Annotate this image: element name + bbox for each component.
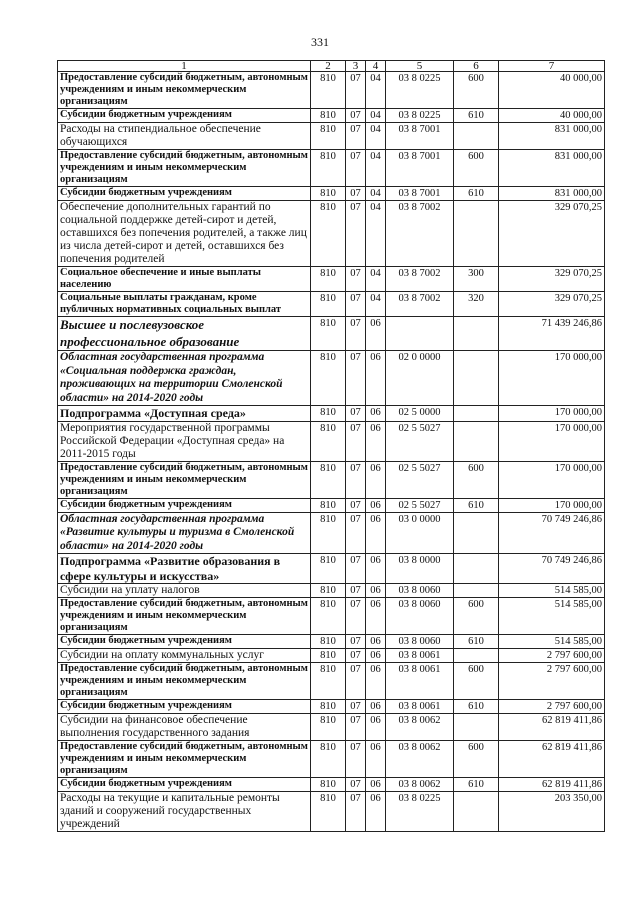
table-row — [58, 598, 605, 635]
expense-type-cell: 610 — [454, 498, 499, 512]
row-name-cell: Подпрограмма «Развитие образования в сфере культуры и искусства» — [58, 554, 311, 584]
target-article-cell: 03 8 0062 — [386, 778, 454, 792]
section-code-cell: 07 — [346, 700, 366, 714]
row-name-cell: Предоставление субсидий бюджетным, автономным учреждениям и иным некоммерческим организациям — [58, 72, 311, 109]
section-code-cell: 07 — [346, 554, 366, 584]
ministry-code-cell: 810 — [311, 741, 346, 778]
subsection-code-cell: 04 — [366, 72, 386, 109]
section-code-cell: 07 — [346, 187, 366, 201]
table-header-row — [58, 61, 605, 72]
table-row — [58, 792, 605, 832]
target-article-cell: 03 8 0000 — [386, 554, 454, 584]
target-article-cell: 03 0 0000 — [386, 512, 454, 554]
section-code-cell: 07 — [346, 714, 366, 741]
target-article-cell: 03 8 0062 — [386, 741, 454, 778]
amount-cell: 203 350,00 — [499, 792, 605, 832]
target-article-cell: 03 8 0060 — [386, 598, 454, 635]
expense-type-cell: 600 — [454, 598, 499, 635]
section-code-cell: 07 — [346, 598, 366, 635]
subsection-code-cell: 06 — [366, 700, 386, 714]
amount-cell: 40 000,00 — [499, 109, 605, 123]
subsection-code-cell: 06 — [366, 598, 386, 635]
amount-cell: 514 585,00 — [499, 635, 605, 649]
amount-cell: 2 797 600,00 — [499, 649, 605, 663]
expense-type-cell — [454, 421, 499, 461]
amount-cell: 514 585,00 — [499, 584, 605, 598]
subsection-code-cell: 06 — [366, 741, 386, 778]
subsection-code-cell: 06 — [366, 649, 386, 663]
amount-cell: 40 000,00 — [499, 72, 605, 109]
expense-type-cell: 320 — [454, 292, 499, 317]
table-row — [58, 72, 605, 109]
subsection-code-cell: 06 — [366, 317, 386, 351]
expense-type-cell: 610 — [454, 109, 499, 123]
ministry-code-cell: 810 — [311, 714, 346, 741]
row-name-cell: Предоставление субсидий бюджетным, автономным учреждениям и иным некоммерческим организациям — [58, 150, 311, 187]
row-name-cell: Высшее и послевузовское профессиональное образование — [58, 317, 311, 351]
subsection-code-cell: 06 — [366, 406, 386, 422]
subsection-code-cell: 04 — [366, 187, 386, 201]
target-article-cell: 03 8 0225 — [386, 792, 454, 832]
ministry-code-cell: 810 — [311, 649, 346, 663]
row-name-cell: Обеспечение дополнительных гарантий по социальной поддержке детей-сирот и детей, оставшихся без попечения родителей, а также лиц из числа детей-сирот и детей, оставшихся без попечения родителей — [58, 201, 311, 267]
target-article-cell: 02 5 5027 — [386, 421, 454, 461]
header-col-6: 6 — [454, 61, 499, 72]
amount-cell: 170 000,00 — [499, 406, 605, 422]
row-name-cell: Расходы на текущие и капитальные ремонты зданий и сооружений государственных учреждений — [58, 792, 311, 832]
table-row — [58, 714, 605, 741]
ministry-code-cell: 810 — [311, 72, 346, 109]
target-article-cell: 03 8 0225 — [386, 72, 454, 109]
section-code-cell: 07 — [346, 663, 366, 700]
table-row — [58, 635, 605, 649]
amount-cell: 170 000,00 — [499, 421, 605, 461]
header-col-4: 4 — [366, 61, 386, 72]
expense-type-cell — [454, 584, 499, 598]
amount-cell: 170 000,00 — [499, 498, 605, 512]
amount-cell: 62 819 411,86 — [499, 778, 605, 792]
amount-cell: 514 585,00 — [499, 598, 605, 635]
table-row — [58, 741, 605, 778]
target-article-cell — [386, 317, 454, 351]
section-code-cell: 07 — [346, 498, 366, 512]
table-row — [58, 317, 605, 351]
section-code-cell: 07 — [346, 317, 366, 351]
table-row — [58, 187, 605, 201]
expense-type-cell: 300 — [454, 267, 499, 292]
ministry-code-cell: 810 — [311, 292, 346, 317]
ministry-code-cell: 810 — [311, 421, 346, 461]
section-code-cell: 07 — [346, 461, 366, 498]
row-name-cell: Субсидии бюджетным учреждениям — [58, 700, 311, 714]
amount-cell: 62 819 411,86 — [499, 741, 605, 778]
row-name-cell: Субсидии бюджетным учреждениям — [58, 498, 311, 512]
table-row — [58, 406, 605, 422]
target-article-cell: 03 8 7002 — [386, 201, 454, 267]
table-body — [58, 72, 605, 832]
row-name-cell: Предоставление субсидий бюджетным, автономным учреждениям и иным некоммерческим организациям — [58, 598, 311, 635]
header-col-7: 7 — [499, 61, 605, 72]
ministry-code-cell: 810 — [311, 201, 346, 267]
ministry-code-cell: 810 — [311, 187, 346, 201]
ministry-code-cell: 810 — [311, 598, 346, 635]
subsection-code-cell: 06 — [366, 512, 386, 554]
ministry-code-cell: 810 — [311, 406, 346, 422]
amount-cell: 2 797 600,00 — [499, 663, 605, 700]
amount-cell: 831 000,00 — [499, 123, 605, 150]
expense-type-cell: 610 — [454, 700, 499, 714]
table-row — [58, 201, 605, 267]
ministry-code-cell: 810 — [311, 498, 346, 512]
ministry-code-cell: 810 — [311, 663, 346, 700]
section-code-cell: 07 — [346, 72, 366, 109]
section-code-cell: 07 — [346, 741, 366, 778]
section-code-cell: 07 — [346, 778, 366, 792]
amount-cell: 831 000,00 — [499, 150, 605, 187]
subsection-code-cell: 06 — [366, 792, 386, 832]
target-article-cell: 02 5 5027 — [386, 461, 454, 498]
target-article-cell: 03 8 7001 — [386, 123, 454, 150]
amount-cell: 329 070,25 — [499, 267, 605, 292]
ministry-code-cell: 810 — [311, 317, 346, 351]
expense-type-cell — [454, 351, 499, 406]
ministry-code-cell: 810 — [311, 700, 346, 714]
ministry-code-cell: 810 — [311, 109, 346, 123]
row-name-cell: Мероприятия государственной программы Российской Федерации «Доступная среда» на 2011-2015 годы — [58, 421, 311, 461]
amount-cell: 62 819 411,86 — [499, 714, 605, 741]
section-code-cell: 07 — [346, 292, 366, 317]
subsection-code-cell: 04 — [366, 109, 386, 123]
expense-type-cell: 600 — [454, 72, 499, 109]
target-article-cell: 03 8 7001 — [386, 187, 454, 201]
table-row — [58, 649, 605, 663]
expense-type-cell — [454, 714, 499, 741]
section-code-cell: 07 — [346, 150, 366, 187]
ministry-code-cell: 810 — [311, 778, 346, 792]
section-code-cell: 07 — [346, 201, 366, 267]
expense-type-cell — [454, 512, 499, 554]
expense-type-cell: 600 — [454, 461, 499, 498]
amount-cell: 170 000,00 — [499, 461, 605, 498]
ministry-code-cell: 810 — [311, 635, 346, 649]
row-name-cell: Областная государственная программа «Социальная поддержка граждан, проживающих на территории Смоленской области» на 2014-2020 годы — [58, 351, 311, 406]
amount-cell: 170 000,00 — [499, 351, 605, 406]
section-code-cell: 07 — [346, 584, 366, 598]
target-article-cell: 03 8 0062 — [386, 714, 454, 741]
target-article-cell: 03 8 0061 — [386, 700, 454, 714]
table-row — [58, 421, 605, 461]
ministry-code-cell: 810 — [311, 792, 346, 832]
table-row — [58, 498, 605, 512]
subsection-code-cell: 04 — [366, 201, 386, 267]
amount-cell: 71 439 246,86 — [499, 317, 605, 351]
table-row — [58, 292, 605, 317]
row-name-cell: Подпрограмма «Доступная среда» — [58, 406, 311, 422]
section-code-cell: 07 — [346, 649, 366, 663]
target-article-cell: 03 8 0060 — [386, 584, 454, 598]
expense-type-cell — [454, 792, 499, 832]
header-col-3: 3 — [346, 61, 366, 72]
row-name-cell: Расходы на стипендиальное обеспечение обучающихся — [58, 123, 311, 150]
target-article-cell: 02 5 5027 — [386, 498, 454, 512]
section-code-cell: 07 — [346, 512, 366, 554]
ministry-code-cell: 810 — [311, 123, 346, 150]
section-code-cell: 07 — [346, 792, 366, 832]
table-row — [58, 700, 605, 714]
budget-table — [57, 60, 605, 832]
row-name-cell: Субсидии бюджетным учреждениям — [58, 778, 311, 792]
subsection-code-cell: 04 — [366, 267, 386, 292]
ministry-code-cell: 810 — [311, 267, 346, 292]
table-row — [58, 663, 605, 700]
amount-cell: 70 749 246,86 — [499, 554, 605, 584]
ministry-code-cell: 810 — [311, 461, 346, 498]
subsection-code-cell: 04 — [366, 123, 386, 150]
subsection-code-cell: 06 — [366, 554, 386, 584]
amount-cell: 329 070,25 — [499, 201, 605, 267]
ministry-code-cell: 810 — [311, 554, 346, 584]
amount-cell: 70 749 246,86 — [499, 512, 605, 554]
subsection-code-cell: 06 — [366, 351, 386, 406]
table-row — [58, 150, 605, 187]
ministry-code-cell: 810 — [311, 512, 346, 554]
row-name-cell: Предоставление субсидий бюджетным, автономным учреждениям и иным некоммерческим организациям — [58, 663, 311, 700]
expense-type-cell: 610 — [454, 778, 499, 792]
expense-type-cell: 600 — [454, 150, 499, 187]
row-name-cell: Субсидии бюджетным учреждениям — [58, 187, 311, 201]
subsection-code-cell: 06 — [366, 714, 386, 741]
table-row — [58, 351, 605, 406]
expense-type-cell: 600 — [454, 663, 499, 700]
target-article-cell: 02 5 0000 — [386, 406, 454, 422]
expense-type-cell — [454, 201, 499, 267]
table-row — [58, 267, 605, 292]
subsection-code-cell: 06 — [366, 663, 386, 700]
expense-type-cell — [454, 123, 499, 150]
section-code-cell: 07 — [346, 267, 366, 292]
row-name-cell: Субсидии бюджетным учреждениям — [58, 109, 311, 123]
expense-type-cell — [454, 317, 499, 351]
subsection-code-cell: 06 — [366, 584, 386, 598]
section-code-cell: 07 — [346, 635, 366, 649]
amount-cell: 831 000,00 — [499, 187, 605, 201]
row-name-cell: Субсидии на оплату коммунальных услуг — [58, 649, 311, 663]
row-name-cell: Предоставление субсидий бюджетным, автономным учреждениям и иным некоммерческим организациям — [58, 741, 311, 778]
table-row — [58, 778, 605, 792]
row-name-cell: Социальное обеспечение и иные выплаты населению — [58, 267, 311, 292]
table-row — [58, 554, 605, 584]
section-code-cell: 07 — [346, 123, 366, 150]
subsection-code-cell: 06 — [366, 421, 386, 461]
page-number: 331 — [311, 35, 329, 49]
expense-type-cell: 600 — [454, 741, 499, 778]
header-col-1: 1 — [58, 61, 311, 72]
target-article-cell: 02 0 0000 — [386, 351, 454, 406]
row-name-cell: Субсидии на уплату налогов — [58, 584, 311, 598]
target-article-cell: 03 8 7002 — [386, 267, 454, 292]
table-row — [58, 461, 605, 498]
section-code-cell: 07 — [346, 109, 366, 123]
row-name-cell: Субсидии бюджетным учреждениям — [58, 635, 311, 649]
section-code-cell: 07 — [346, 351, 366, 406]
row-name-cell: Областная государственная программа «Развитие культуры и туризма в Смоленской области» на 2014-2020 годы — [58, 512, 311, 554]
row-name-cell: Предоставление субсидий бюджетным, автономным учреждениям и иным некоммерческим организациям — [58, 461, 311, 498]
expense-type-cell: 610 — [454, 187, 499, 201]
row-name-cell: Социальные выплаты гражданам, кроме публичных нормативных социальных выплат — [58, 292, 311, 317]
subsection-code-cell: 04 — [366, 292, 386, 317]
ministry-code-cell: 810 — [311, 584, 346, 598]
ministry-code-cell: 810 — [311, 150, 346, 187]
target-article-cell: 03 8 0061 — [386, 663, 454, 700]
table-row — [58, 109, 605, 123]
expense-type-cell — [454, 406, 499, 422]
subsection-code-cell: 06 — [366, 461, 386, 498]
section-code-cell: 07 — [346, 406, 366, 422]
row-name-cell: Субсидии на финансовое обеспечение выполнения государственного задания — [58, 714, 311, 741]
header-col-5: 5 — [386, 61, 454, 72]
subsection-code-cell: 04 — [366, 150, 386, 187]
amount-cell: 329 070,25 — [499, 292, 605, 317]
header-col-2: 2 — [311, 61, 346, 72]
amount-cell: 2 797 600,00 — [499, 700, 605, 714]
section-code-cell: 07 — [346, 421, 366, 461]
expense-type-cell — [454, 649, 499, 663]
target-article-cell: 03 8 0225 — [386, 109, 454, 123]
expense-type-cell: 610 — [454, 635, 499, 649]
table-row — [58, 123, 605, 150]
subsection-code-cell: 06 — [366, 778, 386, 792]
target-article-cell: 03 8 7001 — [386, 150, 454, 187]
target-article-cell: 03 8 0061 — [386, 649, 454, 663]
target-article-cell: 03 8 0060 — [386, 635, 454, 649]
ministry-code-cell: 810 — [311, 351, 346, 406]
subsection-code-cell: 06 — [366, 498, 386, 512]
table-row — [58, 584, 605, 598]
expense-type-cell — [454, 554, 499, 584]
table-row — [58, 512, 605, 554]
subsection-code-cell: 06 — [366, 635, 386, 649]
target-article-cell: 03 8 7002 — [386, 292, 454, 317]
